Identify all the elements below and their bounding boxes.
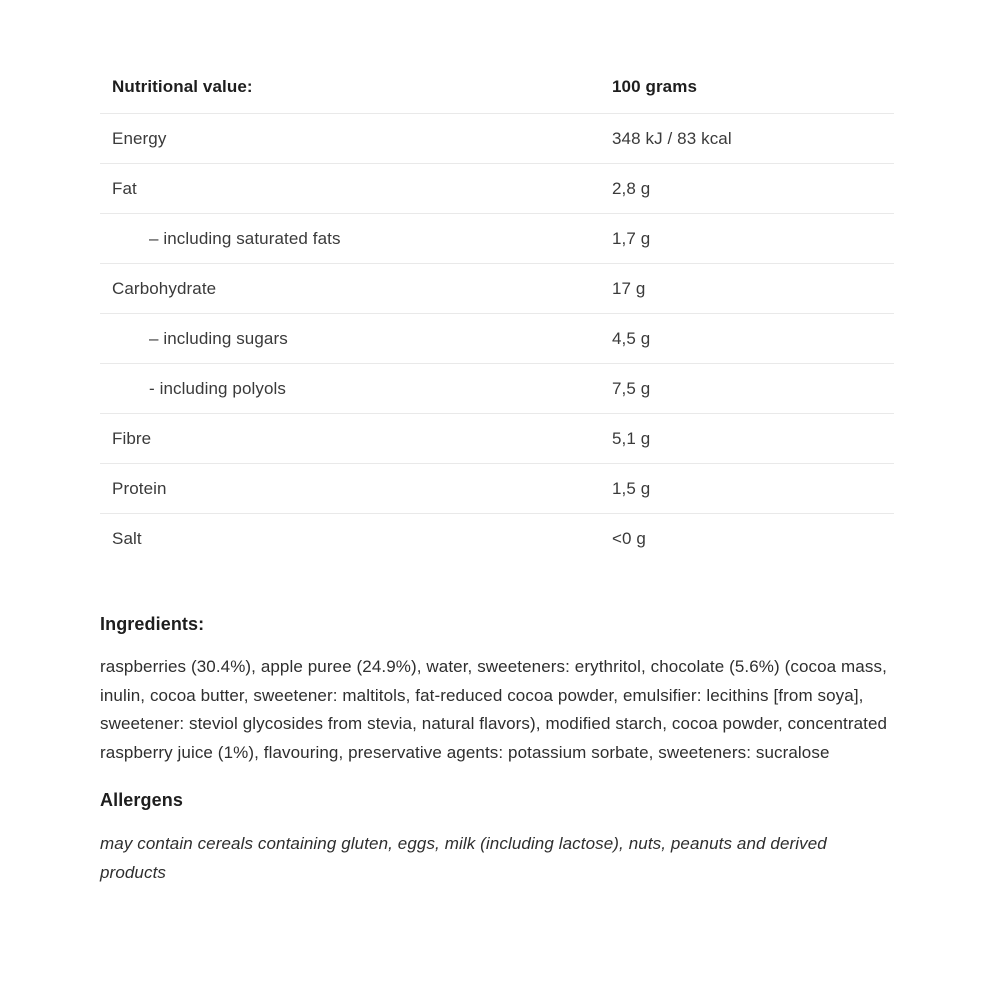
table-row-fibre (100, 414, 894, 464)
nutrient-label: Protein (112, 478, 167, 498)
nutrient-value: 1,7 g (612, 228, 651, 248)
nutrient-value: 348 kJ / 83 kcal (612, 128, 732, 148)
nutrient-value: 7,5 g (612, 378, 651, 398)
ingredients-heading: Ingredients: (100, 614, 205, 634)
nutrient-value: 5,1 g (612, 428, 651, 448)
nutrient-label: – including sugars (149, 328, 288, 348)
table-row-salt (100, 514, 894, 564)
nutrition-table (100, 75, 894, 564)
nutrient-value: <0 g (612, 529, 646, 548)
column-header-nutrient: Nutritional value: (112, 77, 253, 96)
nutrient-label: Energy (112, 128, 167, 148)
column-header-amount: 100 grams (612, 77, 698, 96)
allergens-text: may contain cereals containing gluten, eggs, milk (including lactose), nuts, peanuts and derived products (100, 833, 827, 882)
nutrient-label: Salt (112, 529, 142, 548)
table-row-carbohydrate (100, 264, 894, 314)
table-row-protein (100, 464, 894, 514)
ingredients-text: raspberries (30.4%), apple puree (24.9%), water, sweeteners: erythritol, chocolate (5.6%) (cocoa mass, inulin, cocoa butter, sweetener: maltitols, fat-reduced cocoa powder, emulsifier: lecithins [from soya], sweetener: steviol glycosides from stevia, natural flavors), modified starch, cocoa powder, concentrated raspberry juice (1%), flavouring, preservative agents: potassium sorbate, sweeteners: sucralose (100, 657, 888, 763)
table-row-polyols (100, 364, 894, 414)
nutrient-label: - including polyols (149, 378, 287, 398)
table-row-sugars (100, 314, 894, 364)
nutrient-label: – including saturated fats (149, 228, 341, 248)
nutrient-value: 4,5 g (612, 328, 651, 348)
table-row-fat (100, 164, 894, 214)
allergens-heading: Allergens (100, 789, 183, 810)
nutrient-value: 1,5 g (612, 478, 651, 498)
nutrition-table-header-row (100, 75, 894, 114)
nutrient-value: 17 g (612, 278, 646, 298)
nutrient-value: 2,8 g (612, 178, 651, 198)
table-row-saturated-fats (100, 214, 894, 264)
table-row-energy (100, 114, 894, 164)
nutrient-label: Carbohydrate (112, 278, 217, 298)
nutrient-label: Fibre (112, 428, 152, 448)
nutrient-label: Fat (112, 178, 137, 198)
